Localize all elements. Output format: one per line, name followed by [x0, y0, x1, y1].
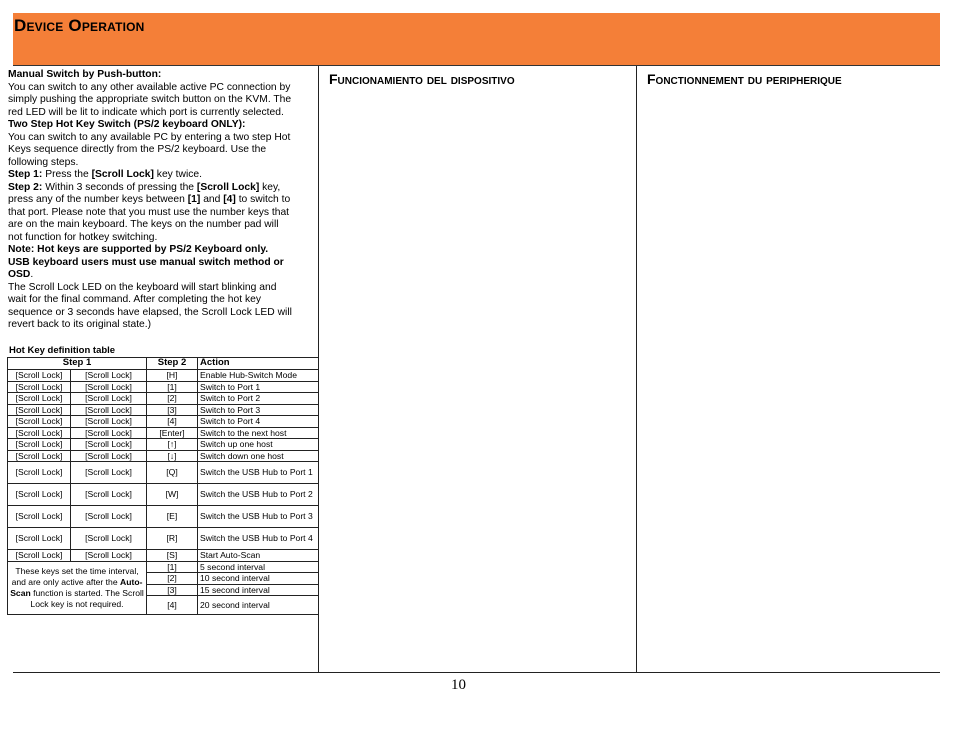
action-cell: 5 second interval — [198, 561, 319, 573]
table-row — [8, 561, 319, 573]
step2-key-1: [1] — [187, 194, 201, 205]
step2-and: and — [200, 194, 224, 205]
manual-line: simply pushing the appropriate switch button on the KVM. The — [8, 94, 292, 105]
step2-line — [8, 182, 308, 195]
interval-note-text-end: function is started. The Scroll Lock key is not required. — [30, 587, 144, 609]
step2-cell: [4] — [147, 596, 198, 615]
step2-cell: [↑] — [147, 439, 198, 451]
table-row — [8, 439, 319, 451]
step1-key1-cell: [Scroll Lock] — [8, 528, 71, 550]
hotkey-line: following steps. — [8, 156, 79, 168]
step1-text-end: key twice. — [153, 169, 203, 180]
step2-cell: [R] — [147, 528, 198, 550]
action-cell: 15 second interval — [198, 584, 319, 596]
action-cell: Switch the USB Hub to Port 4 — [198, 528, 319, 550]
action-cell: Switch to Port 3 — [198, 404, 319, 416]
step1-key1-cell: [Scroll Lock] — [8, 381, 71, 393]
action-cell: Switch to the next host — [198, 427, 319, 439]
step1-key1-cell: [Scroll Lock] — [8, 550, 71, 562]
hotkey-table-body — [8, 370, 319, 615]
step1-key1-cell: [Scroll Lock] — [8, 484, 71, 506]
table-row — [8, 450, 319, 462]
step2-line2-end: to switch to — [235, 194, 291, 205]
footer-divider — [13, 672, 940, 673]
column-english — [8, 66, 318, 672]
action-cell: 20 second interval — [198, 596, 319, 615]
hotkey-table-title: Hot Key definition table — [9, 345, 116, 356]
step1-key2-cell: [Scroll Lock] — [71, 381, 147, 393]
step1-key2-cell: [Scroll Lock] — [71, 439, 147, 451]
step2-cell: [1] — [147, 561, 198, 573]
step2-more-line: not function for hotkey switching. — [8, 231, 158, 243]
step1-key2-cell: [Scroll Lock] — [71, 506, 147, 528]
step2-line2 — [8, 194, 308, 207]
step2-text: Within 3 seconds of pressing the — [42, 181, 197, 193]
step2-key-4: [4] — [223, 194, 236, 205]
step2-key: [Scroll Lock] — [196, 181, 260, 193]
step1-key1-cell: [Scroll Lock] — [8, 427, 71, 439]
hotkey-table — [7, 357, 319, 615]
action-cell: Start Auto-Scan — [198, 550, 319, 562]
step2-cell: [1] — [147, 381, 198, 393]
action-cell: Switch to Port 2 — [198, 393, 319, 405]
table-row — [8, 484, 319, 506]
step2-cell: [Enter] — [147, 427, 198, 439]
step1-key2-cell: [Scroll Lock] — [71, 484, 147, 506]
step2-cell: [2] — [147, 573, 198, 585]
step1-key2-cell: [Scroll Lock] — [71, 370, 147, 382]
interval-note-text: These keys set the time interval, and are only active after the — [11, 566, 139, 587]
english-body-text — [8, 69, 308, 332]
manual-switch-heading: Manual Switch by Push-button: — [8, 69, 162, 80]
table-row — [8, 370, 319, 382]
table-row — [8, 416, 319, 428]
note-period: . — [30, 269, 34, 280]
step2-cell: [W] — [147, 484, 198, 506]
table-header-row — [8, 358, 319, 370]
step1-label: Step 1: — [8, 169, 43, 180]
action-cell: 10 second interval — [198, 573, 319, 585]
step2-cell: [S] — [147, 550, 198, 562]
step1-key: [Scroll Lock] — [91, 169, 154, 180]
step1-key1-cell: [Scroll Lock] — [8, 404, 71, 416]
step1-key2-cell: [Scroll Lock] — [71, 550, 147, 562]
step1-line — [8, 169, 308, 182]
step2-label: Step 2: — [8, 181, 43, 193]
step1-key1-cell: [Scroll Lock] — [8, 416, 71, 428]
hotkey-switch-heading: Two Step Hot Key Switch (PS/2 keyboard ONLY): — [8, 119, 246, 130]
step2-cell: [2] — [147, 393, 198, 405]
hotkey-line: Keys sequence directly from the PS/2 keyboard. Use the — [8, 144, 267, 155]
step1-key2-cell: [Scroll Lock] — [71, 528, 147, 550]
step1-key2-cell: [Scroll Lock] — [71, 462, 147, 484]
step1-key2-cell: [Scroll Lock] — [71, 450, 147, 462]
action-cell: Enable Hub-Switch Mode — [198, 370, 319, 382]
column-spanish — [318, 66, 637, 672]
scroll-line: revert back to its original state.) — [8, 319, 152, 330]
step2-cell: [↓] — [147, 450, 198, 462]
interval-note-cell — [8, 561, 147, 615]
step2-text-end: key, — [259, 181, 281, 193]
manual-line: You can switch to any other available active PC connection by — [8, 81, 291, 93]
scroll-line: wait for the final command. After completing the hot key — [8, 294, 261, 305]
step2-cell: [Q] — [147, 462, 198, 484]
step1-key1-cell: [Scroll Lock] — [8, 439, 71, 451]
table-row — [8, 381, 319, 393]
step1-key1-cell: [Scroll Lock] — [8, 462, 71, 484]
step2-cell: [H] — [147, 370, 198, 382]
header-step1: Step 1 — [8, 358, 147, 370]
spanish-title: Funcionamiento del dispositivo — [329, 71, 515, 87]
note-line: USB keyboard users must use manual switch method or — [8, 256, 284, 268]
table-row — [8, 528, 319, 550]
step1-key2-cell: [Scroll Lock] — [71, 393, 147, 405]
step2-more-line: that port. Please note that you must use the number keys that — [8, 206, 290, 218]
header-action: Action — [198, 358, 319, 370]
action-cell: Switch to Port 4 — [198, 416, 319, 428]
step1-key1-cell: [Scroll Lock] — [8, 506, 71, 528]
note-line3 — [8, 269, 308, 282]
note-line: Note: Hot keys are supported by PS/2 Keyboard only. — [8, 244, 269, 255]
interval-note-autoscan: Auto-Scan — [10, 576, 143, 598]
table-row — [8, 427, 319, 439]
hotkey-line: You can switch to any available PC by entering a two step Hot — [8, 131, 291, 143]
step2-cell: [3] — [147, 404, 198, 416]
scroll-line: The Scroll Lock LED on the keyboard will start blinking and — [8, 281, 277, 293]
page-title: Device Operation — [14, 16, 145, 35]
step1-key2-cell: [Scroll Lock] — [71, 404, 147, 416]
step2-line2-text: press any of the number keys between — [8, 194, 188, 205]
action-cell: Switch the USB Hub to Port 2 — [198, 484, 319, 506]
page-number: 10 — [451, 677, 466, 693]
column-french — [636, 66, 941, 672]
step2-more-line: are on the main keyboard. The keys on the number pad will — [8, 219, 279, 230]
manual-line: red LED will be lit to indicate which port is currently selected. — [8, 106, 284, 118]
step1-key2-cell: [Scroll Lock] — [71, 416, 147, 428]
page-header — [13, 13, 940, 66]
scroll-line: sequence or 3 seconds have elapsed, the Scroll Lock LED will — [8, 306, 292, 318]
table-row — [8, 550, 319, 562]
table-row — [8, 462, 319, 484]
table-row — [8, 506, 319, 528]
step1-key1-cell: [Scroll Lock] — [8, 393, 71, 405]
action-cell: Switch the USB Hub to Port 1 — [198, 462, 319, 484]
table-row — [8, 404, 319, 416]
action-cell: Switch to Port 1 — [198, 381, 319, 393]
action-cell: Switch the USB Hub to Port 3 — [198, 506, 319, 528]
action-cell: Switch up one host — [198, 439, 319, 451]
note-osd: OSD — [8, 269, 31, 280]
action-cell: Switch down one host — [198, 450, 319, 462]
step1-text: Press the — [42, 169, 92, 180]
table-row — [8, 393, 319, 405]
step2-cell: [3] — [147, 584, 198, 596]
french-title: Fonctionnement du peripherique — [647, 71, 842, 87]
header-step2: Step 2 — [147, 358, 198, 370]
step1-key1-cell: [Scroll Lock] — [8, 370, 71, 382]
step1-key1-cell: [Scroll Lock] — [8, 450, 71, 462]
step2-cell: [4] — [147, 416, 198, 428]
step1-key2-cell: [Scroll Lock] — [71, 427, 147, 439]
step2-cell: [E] — [147, 506, 198, 528]
